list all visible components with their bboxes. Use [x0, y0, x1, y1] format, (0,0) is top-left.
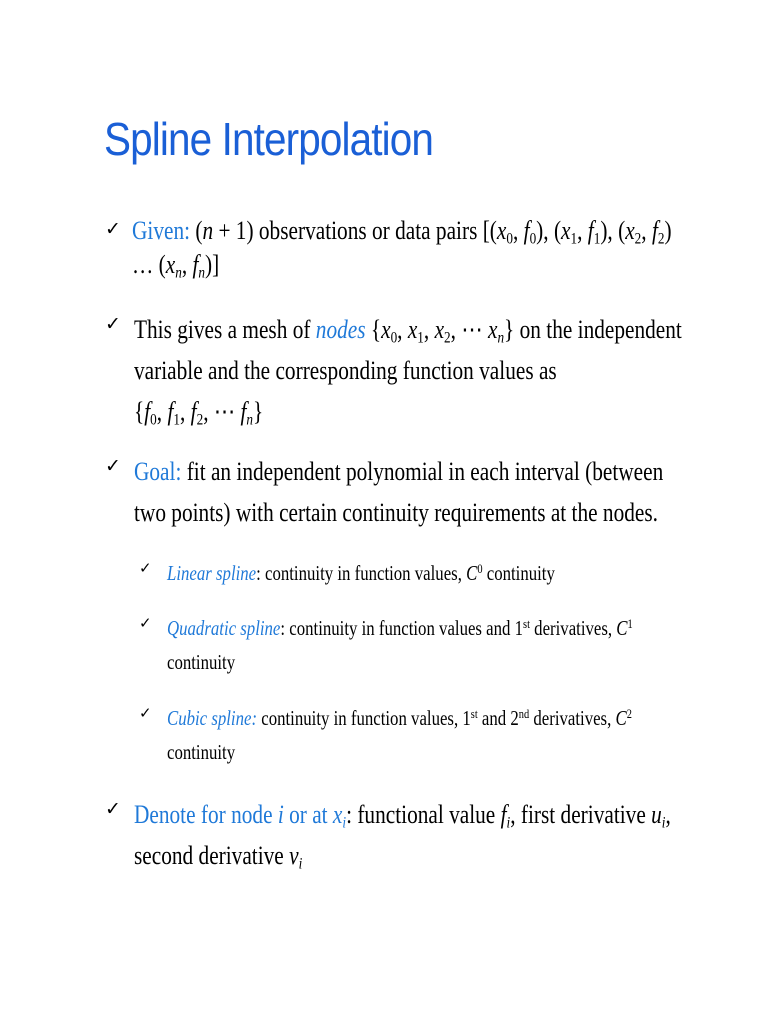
mesh-line-3: {$f_0$, $f_1$, $f_2$, ⋯ $f_n$} [134, 397, 264, 429]
subbullet-linear: ✓ Linear spline: continuity in function values, $C^0$ continuity [139, 559, 555, 585]
mesh-line-1: This gives a mesh of nodes {$x_0$, $x_1$, $x_2$, ⋯ $x_n$} on the independent [134, 315, 682, 347]
cubic-label: Cubic spline: [167, 706, 258, 730]
subbullet-quadratic: ✓ Quadratic spline: continuity in function values and 1st derivatives, $C^1$ continuity [139, 614, 633, 674]
bullet-goal [105, 451, 768, 533]
bullet-given [105, 214, 768, 282]
slide-title: Spline Interpolation [104, 113, 433, 165]
subbullet-cubic: ✓ Cubic spline: continuity in function values, 1st and 2nd derivatives, $C^2$ continuity [139, 704, 632, 764]
quadratic-label: Quadratic spline [167, 616, 281, 640]
goal-label: Goal: [134, 457, 182, 486]
checkmark-icon: ✓ [105, 455, 121, 477]
given-line-2: … ($x_n$, $f_n$)] [132, 250, 220, 282]
bullet-denote [105, 794, 768, 876]
denote-line-1: Denote for node i or at $x_i$: functional value $f_i$, first derivative $u_i$, [134, 800, 671, 832]
checkmark-icon: ✓ [105, 313, 121, 335]
goal-line-2: two points) with certain continuity requirements at the nodes. [134, 498, 659, 527]
checkmark-icon: ✓ [105, 218, 121, 240]
given-label: Given: [132, 216, 191, 245]
given-line-1: Given: (n + 1) observations or data pairs [($x_0$, $f_0$), ($x_1$, $f_1$), ($x_2$, $f_2$) [132, 216, 672, 248]
checkmark-icon: ✓ [105, 798, 121, 820]
nodes-term: nodes [315, 315, 366, 344]
bullet-mesh [105, 309, 768, 432]
checkmark-icon: ✓ [139, 614, 152, 632]
checkmark-icon: ✓ [139, 559, 152, 577]
mesh-line-2: variable and the corresponding function values as [134, 356, 557, 385]
checkmark-icon: ✓ [139, 704, 152, 722]
denote-line-2: second derivative $v_i$ [134, 841, 303, 873]
goal-line-1: Goal: fit an independent polynomial in each interval (between [134, 457, 664, 486]
linear-label: Linear spline [167, 561, 257, 585]
